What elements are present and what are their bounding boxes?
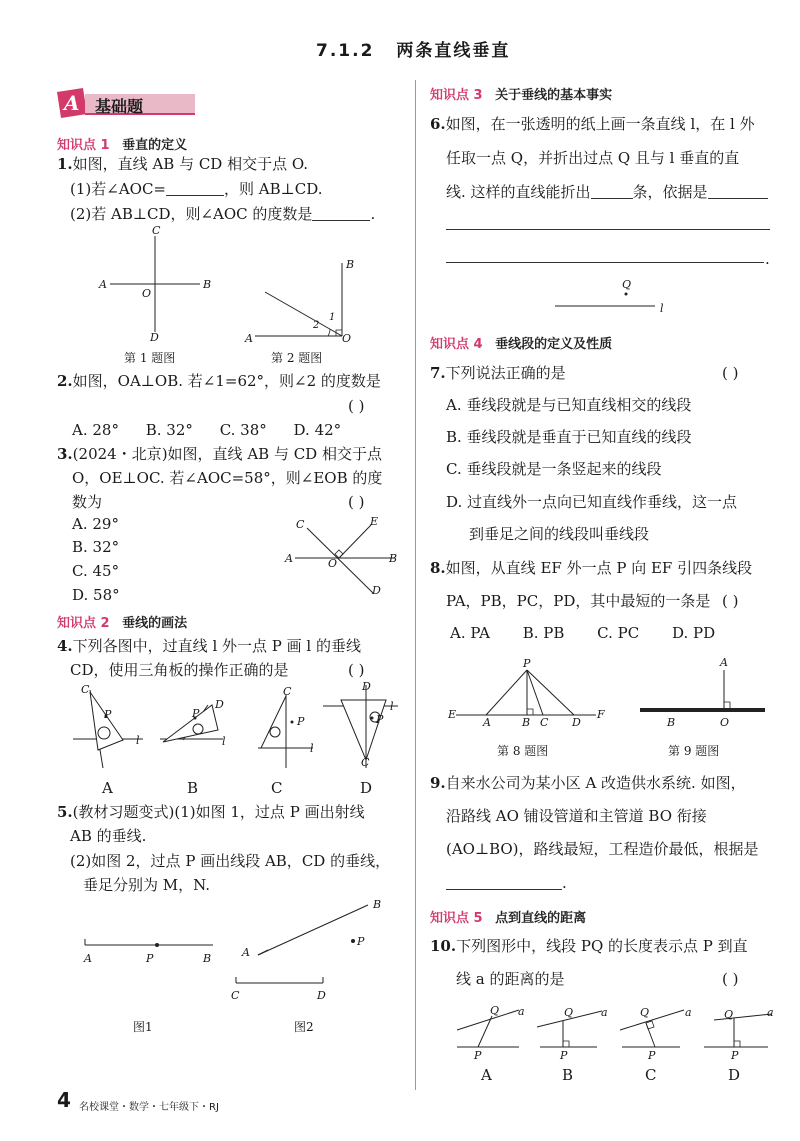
- question-number: 5.: [57, 803, 73, 821]
- kp-title: 垂线段的定义及性质: [495, 337, 613, 352]
- answer-paren[interactable]: ( ): [722, 364, 739, 382]
- question-text: 如图，从直线 EF 外一点 P 向 EF 引四条线段: [445, 559, 753, 577]
- figure-caption-8: 第 8 题图: [497, 744, 549, 758]
- angle-1-label: 1: [329, 312, 336, 323]
- label-P: P: [648, 1049, 656, 1062]
- option-D[interactable]: D: [728, 1066, 741, 1084]
- question-4-line-1: [57, 637, 361, 655]
- label-P: P: [146, 952, 154, 965]
- answer-paren[interactable]: ( ): [722, 970, 739, 988]
- question-6-line-2: 任取一点 Q，并折出过点 Q 且与 l 垂直的直: [446, 149, 740, 167]
- question-6-line-3: [446, 183, 768, 201]
- question-8-options: [450, 624, 715, 642]
- question-text: (2024・北京)如图，直线 AB 与 CD 相交于点: [72, 445, 382, 463]
- label-O: O: [328, 557, 338, 570]
- question-1-part-1: [70, 180, 322, 198]
- page-number: 4: [57, 1088, 71, 1112]
- label-D: D: [362, 680, 371, 693]
- label-B: B: [346, 258, 355, 271]
- question-9-line-1: [430, 774, 746, 792]
- label-B: B: [373, 898, 382, 911]
- question-number: 7.: [430, 364, 446, 382]
- knowledge-point-1: [57, 134, 187, 153]
- figure-caption-2: 图2: [294, 1020, 314, 1034]
- option-C[interactable]: C. 38°: [219, 421, 267, 439]
- label-A: A: [720, 656, 728, 669]
- kp-number: 知识点 1: [57, 138, 110, 153]
- label-l: l: [390, 700, 394, 713]
- answer-line[interactable]: [446, 262, 764, 263]
- knowledge-point-2: [57, 612, 187, 631]
- part-text: (1)若∠AOC=: [70, 180, 166, 198]
- label-P: P: [192, 707, 200, 720]
- label-Q: Q: [622, 278, 632, 291]
- question-10-line-1: [430, 937, 748, 955]
- basic-questions-badge: [57, 88, 195, 118]
- label-P: P: [297, 715, 305, 728]
- answer-blank[interactable]: [708, 184, 768, 199]
- answer-blank[interactable]: [312, 206, 370, 221]
- label-Q: Q: [564, 1006, 574, 1019]
- option-A[interactable]: A. 29°: [72, 515, 119, 533]
- question-4-line-2: CD，使用三角板的操作正确的是: [70, 661, 289, 679]
- figure-caption-2: 第 2 题图: [271, 351, 323, 365]
- question-7: [430, 364, 566, 382]
- kp-title: 垂直的定义: [122, 138, 188, 153]
- badge-letter: A: [64, 91, 80, 115]
- question-9-line-2: 沿路线 AO 铺设管道和主管道 BO 衔接: [446, 807, 707, 825]
- label-l: l: [222, 735, 226, 748]
- label-A: A: [99, 278, 107, 291]
- answer-blank[interactable]: [166, 181, 224, 196]
- label-C: C: [540, 716, 549, 729]
- figure-q6: [550, 278, 670, 318]
- question-10-line-2: 线 a 的距离的是: [456, 970, 565, 988]
- figure-q9: [635, 660, 775, 740]
- option-A[interactable]: A. 垂线段就是与已知直线相交的线段: [446, 396, 692, 414]
- label-D: D: [215, 698, 224, 711]
- kp-number: 知识点 5: [430, 911, 483, 926]
- question-1-part-2: [70, 205, 375, 223]
- option-B[interactable]: B: [187, 779, 199, 797]
- label-l: l: [310, 742, 314, 755]
- figure-caption-1: 图1: [133, 1020, 153, 1034]
- question-3-line-3: 数为: [72, 493, 103, 511]
- question-text: (教材习题变式)(1)如图 1，过点 P 画出射线: [72, 803, 365, 821]
- label-P: P: [560, 1049, 568, 1062]
- answer-line[interactable]: [446, 229, 770, 230]
- question-text: 下列说法正确的是: [445, 364, 566, 382]
- question-number: 3.: [57, 445, 73, 463]
- question-number: 1.: [57, 155, 73, 173]
- option-C[interactable]: C: [645, 1066, 657, 1084]
- option-D[interactable]: D. 42°: [293, 421, 342, 439]
- option-B[interactable]: B. 垂线段就是垂直于已知直线的线段: [446, 428, 692, 446]
- label-A: A: [245, 332, 253, 345]
- label-P: P: [523, 657, 531, 670]
- label-E: E: [448, 708, 457, 721]
- label-Q: Q: [490, 1004, 500, 1017]
- option-C[interactable]: C: [271, 779, 283, 797]
- label-D: D: [372, 584, 381, 597]
- label-B: B: [389, 552, 398, 565]
- angle-2-label: 2: [313, 320, 320, 331]
- question-number: 2.: [57, 372, 73, 390]
- question-text: 下列各图中，过直线 l 外一点 P 画 l 的垂线: [72, 637, 361, 655]
- text: 条，依据是: [632, 183, 708, 201]
- question-8-line-2: PA，PB，PC，PD，其中最短的一条是: [446, 592, 711, 610]
- part-text: .: [370, 205, 376, 223]
- option-D[interactable]: D. 过直线外一点向已知直线作垂线，这一点: [446, 493, 738, 511]
- footer-text: 名校课堂・数学・七年级下・RJ: [79, 1102, 219, 1113]
- question-6-line-1: [430, 115, 755, 133]
- option-D[interactable]: D. PD: [672, 624, 716, 642]
- label-A: A: [84, 952, 92, 965]
- question-text: 自来水公司为某小区 A 改造供水系统. 如图，: [445, 774, 746, 792]
- kp-number: 知识点 3: [430, 88, 483, 103]
- knowledge-point-4: [430, 333, 612, 352]
- label-C: C: [81, 683, 90, 696]
- label-P: P: [474, 1049, 482, 1062]
- question-number: 10.: [430, 937, 457, 955]
- option-A[interactable]: A. PA: [450, 624, 490, 642]
- question-text: 如图，OA⊥OB. 若∠1=62°，则∠2 的度数是: [72, 372, 381, 390]
- figure-caption-1: 第 1 题图: [124, 351, 176, 365]
- option-B[interactable]: B. 32°: [145, 421, 193, 439]
- label-D: D: [317, 989, 326, 1002]
- question-9-answer: [446, 874, 567, 892]
- label-O: O: [342, 332, 352, 345]
- question-3-line-1: [57, 445, 382, 463]
- question-9-line-3: (AO⊥BO)，路线最短，工程造价最低，根据是: [446, 840, 759, 858]
- label-P: P: [104, 708, 112, 721]
- figure-q4: [68, 680, 408, 770]
- option-D[interactable]: D. 58°: [72, 586, 120, 604]
- kp-title: 关于垂线的基本事实: [495, 88, 613, 103]
- question-text: 下列图形中，线段 PQ 的长度表示点 P 到直: [456, 937, 748, 955]
- label-A: A: [285, 552, 293, 565]
- section-number: 7.1.2: [316, 41, 375, 61]
- label-D: D: [150, 331, 159, 344]
- section-title: [316, 36, 510, 61]
- label-B: B: [203, 278, 212, 291]
- label-F: F: [597, 708, 605, 721]
- label-C: C: [283, 685, 292, 698]
- label-C: C: [361, 756, 370, 769]
- label-P: P: [376, 713, 384, 726]
- label-P: P: [357, 935, 365, 948]
- question-number: 8.: [430, 559, 446, 577]
- label-C: C: [152, 224, 161, 237]
- question-5-line-1: [57, 803, 365, 821]
- question-number: 4.: [57, 637, 73, 655]
- kp-title: 垂线的画法: [122, 616, 188, 631]
- label-a: a: [685, 1006, 692, 1019]
- label-Q: Q: [640, 1006, 650, 1019]
- label-a: a: [601, 1006, 608, 1019]
- option-A[interactable]: A: [102, 779, 113, 797]
- knowledge-point-3: [430, 84, 612, 103]
- question-1: [57, 155, 308, 173]
- label-B: B: [203, 952, 212, 965]
- option-A[interactable]: A. 28°: [72, 421, 119, 439]
- question-8-line-1: [430, 559, 752, 577]
- question-text: 如图，在一张透明的纸上画一条直线 l，在 l 外: [445, 115, 755, 133]
- option-B[interactable]: B. PB: [522, 624, 565, 642]
- label-A: A: [242, 946, 250, 959]
- question-5-line-2: AB 的垂线.: [70, 827, 147, 845]
- part-text: (2)若 AB⊥CD，则∠AOC 的度数是: [70, 205, 313, 223]
- label-Q: Q: [724, 1008, 734, 1021]
- question-text: 如图，直线 AB 与 CD 相交于点 O.: [72, 155, 309, 173]
- label-a: a: [767, 1006, 774, 1019]
- figure-q2: [245, 255, 355, 345]
- option-C[interactable]: C. 45°: [72, 562, 120, 580]
- question-2-options: [72, 421, 341, 439]
- kp-title: 点到直线的距离: [495, 911, 587, 926]
- badge-label: 基础题: [95, 97, 144, 116]
- answer-paren[interactable]: ( ): [348, 493, 365, 511]
- period: .: [562, 874, 567, 892]
- answer-paren[interactable]: ( ): [348, 397, 365, 415]
- label-B: B: [667, 716, 676, 729]
- period: .: [765, 250, 770, 268]
- question-3-line-2: O，OE⊥OC. 若∠AOC=58°，则∠EOB 的度: [72, 469, 383, 487]
- text: 线. 这样的直线能折出: [446, 183, 591, 201]
- part-text: ，则 AB⊥CD.: [224, 180, 323, 198]
- option-B[interactable]: B. 32°: [72, 538, 120, 556]
- answer-blank[interactable]: [446, 875, 562, 890]
- section-heading: 两条直线垂直: [396, 41, 511, 61]
- label-O: O: [720, 716, 730, 729]
- option-D[interactable]: D: [360, 779, 373, 797]
- label-a: a: [518, 1005, 525, 1018]
- question-2: [57, 372, 381, 390]
- question-number: 6.: [430, 115, 446, 133]
- answer-blank[interactable]: [591, 184, 633, 199]
- column-divider: [415, 80, 416, 1090]
- label-D: D: [572, 716, 581, 729]
- question-number: 9.: [430, 774, 446, 792]
- answer-paren[interactable]: ( ): [348, 661, 365, 679]
- option-D-continued: 到垂足之间的线段叫垂线段: [469, 525, 650, 543]
- label-A: A: [483, 716, 491, 729]
- figure-caption-9: 第 9 题图: [668, 744, 720, 758]
- option-A[interactable]: A: [481, 1066, 492, 1084]
- option-C[interactable]: C. 垂线段就是一条竖起来的线段: [446, 460, 662, 478]
- option-B[interactable]: B: [562, 1066, 574, 1084]
- kp-number: 知识点 2: [57, 616, 110, 631]
- question-5-line-3: (2)如图 2，过点 P 画出线段 AB，CD 的垂线，: [70, 852, 391, 870]
- label-E: E: [370, 515, 379, 528]
- kp-number: 知识点 4: [430, 337, 483, 352]
- label-l: l: [136, 734, 140, 747]
- label-P: P: [731, 1049, 739, 1062]
- label-C: C: [231, 989, 240, 1002]
- label-C: C: [296, 518, 305, 531]
- question-5-line-4: 垂足分别为 M，N.: [83, 876, 211, 894]
- knowledge-point-5: [430, 907, 586, 926]
- label-O: O: [142, 287, 152, 300]
- label-l: l: [660, 302, 664, 315]
- option-C[interactable]: C. PC: [597, 624, 640, 642]
- label-B: B: [522, 716, 531, 729]
- answer-paren[interactable]: ( ): [722, 592, 739, 610]
